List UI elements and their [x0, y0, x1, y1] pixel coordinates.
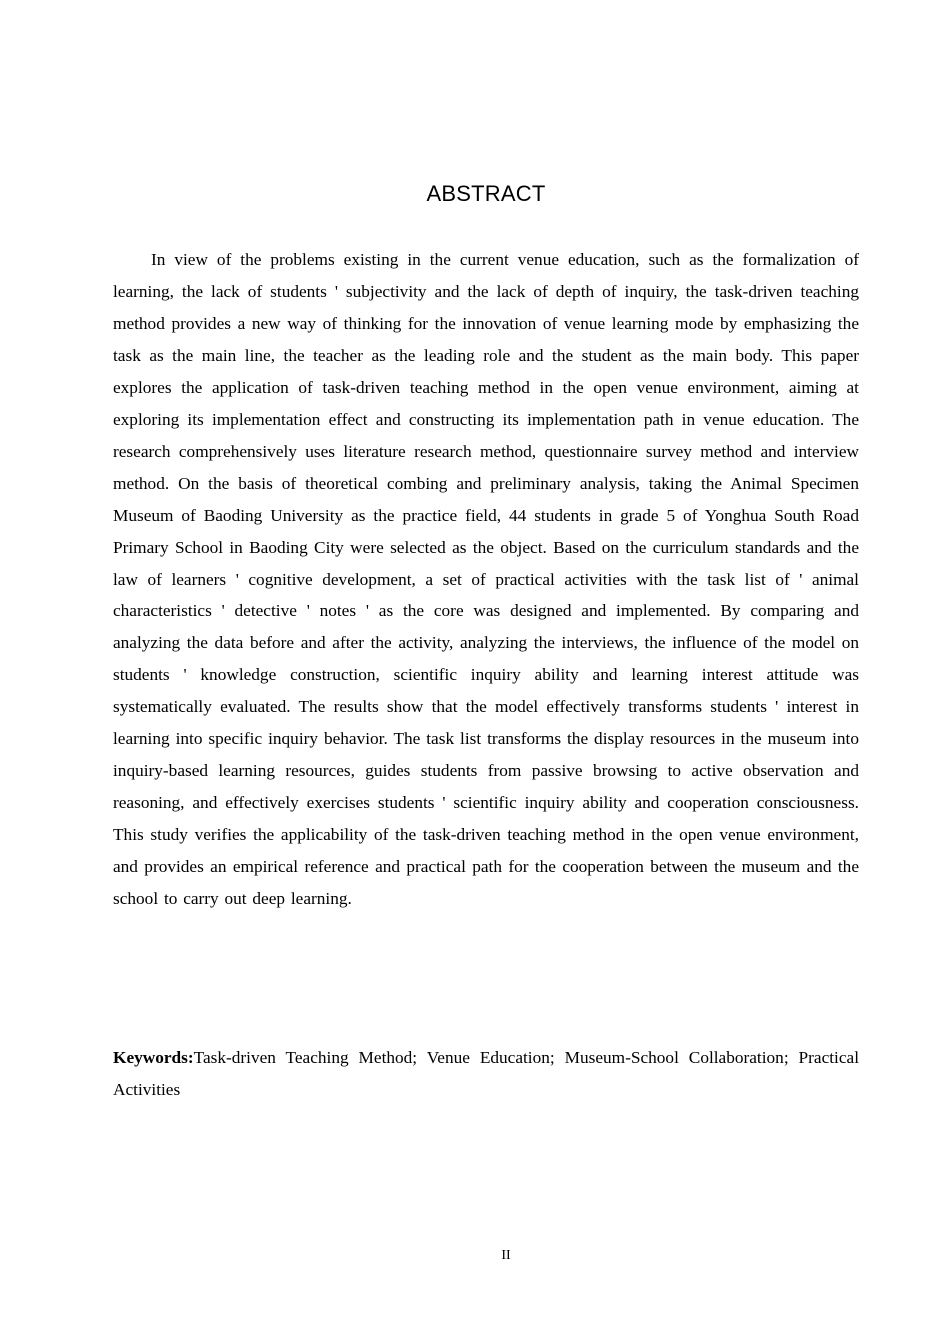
keywords-text: Task-driven Teaching Method; Venue Education; Museum-School Collaboration; Practical Activities [113, 1048, 859, 1099]
page-number: II [501, 1248, 511, 1263]
keywords-label: Keywords: [113, 1048, 194, 1067]
keywords-line [113, 1042, 859, 1106]
abstract-paragraph: In view of the problems existing in the current venue education, such as the formalization of learning, the lack of students ' subjectivity and the lack of depth of inquiry, the task-driven teaching method provides a new way of thinking for the innovation of venue learning mode by emphasizing the task as the main line, the teacher as the leading role and the student as the main body. This paper explores the application of task-driven teaching method in the open venue environment, aiming at exploring its implementation effect and constructing its implementation path in venue education. The research comprehensively uses literature research method, questionnaire survey method and interview method. On the basis of theoretical combing and preliminary analysis, taking the Animal Specimen Museum of Baoding University as the practice field, 44 students in grade 5 of Yonghua South Road Primary School in Baoding City were selected as the object. Based on the curriculum standards and the law of learners ' cognitive development, a set of practical activities with the task list of ' animal characteristics ' detective ' notes ' as the core was designed and implemented. By comparing and analyzing the data before and after the activity, analyzing the interviews, the influence of the model on students ' knowledge construction, scientific inquiry ability and learning interest attitude was systematically evaluated. The results show that the model effectively transforms students ' interest in learning into specific inquiry behavior. The task list transforms the display resources in the museum into inquiry-based learning resources, guides students from passive browsing to active observation and reasoning, and effectively exercises students ' scientific inquiry ability and cooperation consciousness. This study verifies the applicability of the task-driven teaching method in the open venue environment, and provides an empirical reference and practical path for the cooperation between the museum and the school to carry out deep learning. [113, 250, 859, 909]
abstract-title: ABSTRACT [426, 181, 546, 206]
